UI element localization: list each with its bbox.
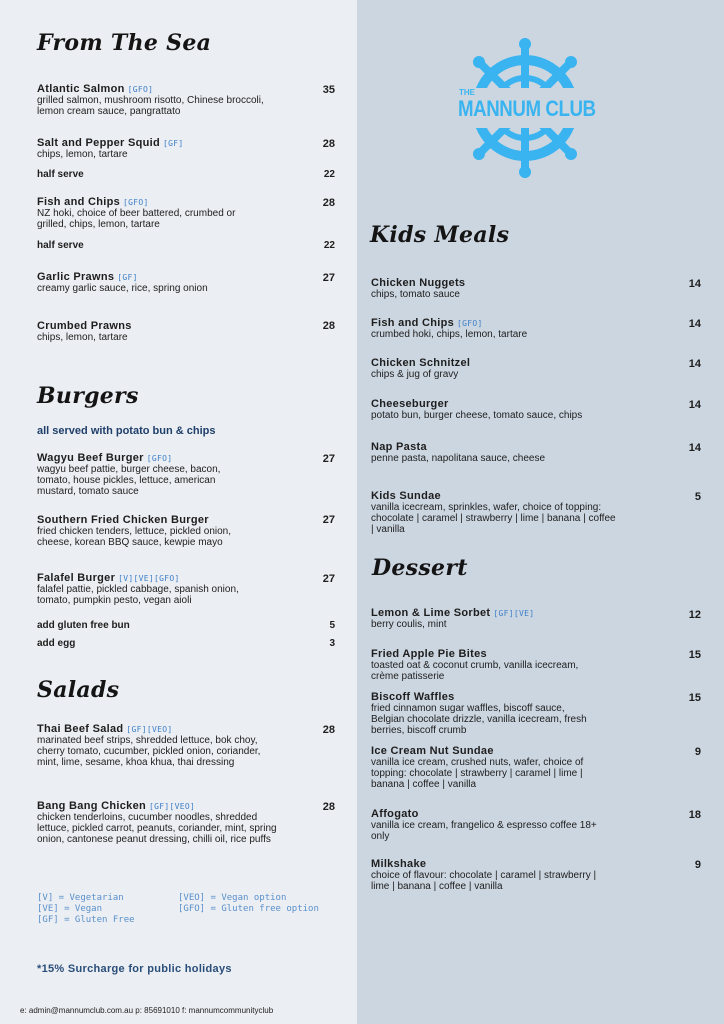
contact-footer: e: admin@mannumclub.com.au p: 85691010 f: mannumcommunityclub bbox=[20, 1006, 274, 1015]
item-desc: NZ hoki, choice of beer battered, crumbed or grilled, chips, lemon, tartare bbox=[37, 208, 236, 230]
addon-price: 3 bbox=[329, 638, 335, 649]
dietary-tag: [GF] bbox=[163, 139, 184, 148]
logo-name: MANNUM CLUB bbox=[458, 96, 596, 121]
item-name: Nap Pasta bbox=[371, 441, 427, 453]
section-title-burgers: Burgers bbox=[37, 383, 139, 409]
menu-item bbox=[371, 808, 671, 842]
item-name: Thai Beef Salad bbox=[37, 723, 124, 735]
dietary-tag: [V][VE][GFO] bbox=[118, 574, 180, 583]
item-desc: vanilla ice cream, crushed nuts, wafer, choice of topping: chocolate | strawberry | caramel | lime | banana | coffee | vanilla bbox=[371, 757, 584, 790]
item-price: 15 bbox=[688, 692, 701, 704]
item-desc: fried cinnamon sugar waffles, biscoff sauce, Belgian chocolate drizzle, vanilla icecream, fresh berries, biscoff crumb bbox=[371, 703, 587, 736]
dietary-tag: [GFO] bbox=[457, 319, 483, 328]
item-name: Southern Fried Chicken Burger bbox=[37, 514, 209, 526]
item-price: 28 bbox=[322, 801, 335, 813]
item-name: Wagyu Beef Burger bbox=[37, 452, 144, 464]
item-name: Atlantic Salmon bbox=[37, 83, 125, 95]
item-name: Fish and Chips bbox=[371, 317, 455, 329]
legend-gf: [GF] = Gluten Free bbox=[37, 915, 135, 925]
item-name: Crumbed Prawns bbox=[37, 320, 132, 332]
item-desc: chips, lemon, tartare bbox=[37, 149, 128, 160]
menu-item bbox=[37, 572, 337, 606]
item-name: Biscoff Waffles bbox=[371, 691, 455, 703]
item-desc: vanilla icecream, sprinkles, wafer, choice of topping: chocolate | caramel | strawberry | lime | banana | coffee | vanilla bbox=[371, 502, 616, 535]
item-desc: creamy garlic sauce, rice, spring onion bbox=[37, 283, 208, 294]
menu-item bbox=[371, 441, 671, 464]
menu-item bbox=[371, 858, 671, 892]
menu-item bbox=[37, 723, 337, 768]
addon-label: add egg bbox=[37, 638, 76, 649]
menu-item bbox=[371, 745, 671, 790]
item-desc: chips, tomato sauce bbox=[371, 289, 460, 300]
item-desc: chips, lemon, tartare bbox=[37, 332, 128, 343]
item-desc: fried chicken tenders, lettuce, pickled onion, cheese, korean BBQ sauce, kewpie mayo bbox=[37, 526, 231, 548]
item-desc: chicken tenderloins, cucumber noodles, shredded lettuce, pickled carrot, peanuts, coriander, mint, spring onion, cantonese peanut dressing, chilli oil, rice puffs bbox=[37, 812, 277, 845]
dietary-tag: [GF][VEO] bbox=[149, 802, 196, 811]
legend-right bbox=[178, 893, 319, 915]
legend-veo: [VEO] = Vegan option bbox=[178, 893, 287, 903]
half-serve-label: half serve bbox=[37, 169, 84, 180]
item-desc: choice of flavour: chocolate | caramel | strawberry | lime | banana | coffee | vanilla bbox=[371, 870, 597, 892]
item-price: 28 bbox=[322, 197, 335, 209]
item-price: 9 bbox=[694, 746, 701, 758]
menu-item bbox=[371, 317, 671, 340]
menu-item bbox=[37, 514, 337, 548]
menu-item bbox=[37, 800, 337, 845]
item-name: Falafel Burger bbox=[37, 572, 116, 584]
item-price: 27 bbox=[322, 573, 335, 585]
menu-item bbox=[37, 452, 337, 497]
menu-item bbox=[37, 83, 337, 117]
item-name: Fish and Chips bbox=[37, 196, 121, 208]
menu-item bbox=[371, 490, 671, 535]
item-price: 28 bbox=[322, 320, 335, 332]
section-title-kids: Kids Meals bbox=[370, 222, 510, 248]
item-name: Milkshake bbox=[371, 858, 427, 870]
item-name: Ice Cream Nut Sundae bbox=[371, 745, 494, 757]
logo-the: THE bbox=[459, 88, 475, 97]
burgers-note: all served with potato bun & chips bbox=[37, 425, 216, 437]
item-desc: marinated beef strips, shredded lettuce, bok choy, cherry tomato, cucumber, pickled onion, coriander, mint, lime, sesame, khoa khua, thai dressing bbox=[37, 735, 261, 768]
item-name: Kids Sundae bbox=[371, 490, 441, 502]
item-name: Lemon & Lime Sorbet bbox=[371, 607, 491, 619]
section-title-salads: Salads bbox=[37, 677, 120, 703]
item-price: 15 bbox=[688, 649, 701, 661]
menu-item bbox=[37, 320, 337, 343]
section-title-dessert: Dessert bbox=[372, 555, 468, 581]
item-desc: falafel pattie, pickled cabbage, spanish onion, tomato, pumpkin pesto, vegan aioli bbox=[37, 584, 239, 606]
item-desc: berry coulis, mint bbox=[371, 619, 447, 630]
item-price: 9 bbox=[694, 859, 701, 871]
item-desc: vanilla ice cream, frangelico & espresso coffee 18+ only bbox=[371, 820, 597, 842]
menu-item bbox=[37, 137, 337, 160]
item-price: 14 bbox=[688, 399, 701, 411]
menu-item bbox=[371, 691, 671, 736]
half-serve-label: half serve bbox=[37, 240, 84, 251]
item-price: 14 bbox=[688, 358, 701, 370]
dietary-tag: [GFO] bbox=[146, 454, 173, 463]
item-desc: toasted oat & coconut crumb, vanilla icecream, crème patisserie bbox=[371, 660, 579, 682]
item-name: Fried Apple Pie Bites bbox=[371, 648, 487, 660]
item-name: Affogato bbox=[371, 808, 419, 820]
legend-left bbox=[37, 893, 135, 926]
item-price: 27 bbox=[322, 272, 335, 284]
item-name: Garlic Prawns bbox=[37, 271, 115, 283]
item-desc: chips & jug of gravy bbox=[371, 369, 459, 380]
item-name: Chicken Nuggets bbox=[371, 277, 466, 289]
section-title-sea: From The Sea bbox=[37, 30, 212, 56]
menu-item bbox=[37, 196, 337, 230]
menu-item bbox=[371, 357, 671, 380]
item-price: 18 bbox=[688, 809, 701, 821]
item-desc: penne pasta, napolitana sauce, cheese bbox=[371, 453, 546, 464]
item-price: 14 bbox=[688, 278, 701, 290]
menu-item bbox=[37, 271, 337, 294]
menu-item bbox=[371, 277, 671, 300]
item-name: Salt and Pepper Squid bbox=[37, 137, 161, 149]
addon-label: add gluten free bun bbox=[37, 620, 130, 631]
item-price: 5 bbox=[694, 491, 701, 503]
item-name: Chicken Schnitzel bbox=[371, 357, 471, 369]
half-serve-price: 22 bbox=[323, 169, 335, 180]
dietary-tag: [GF][VEO] bbox=[126, 725, 173, 734]
item-price: 27 bbox=[322, 514, 335, 526]
dietary-tag: [GF][VE] bbox=[493, 609, 535, 618]
item-price: 27 bbox=[322, 453, 335, 465]
item-desc: crumbed hoki, chips, lemon, tartare bbox=[371, 329, 528, 340]
half-serve-price: 22 bbox=[323, 240, 335, 251]
item-price: 14 bbox=[688, 442, 701, 454]
dietary-tag: [GFO] bbox=[127, 85, 154, 94]
item-desc: grilled salmon, mushroom risotto, Chinese broccoli, lemon cream sauce, pangrattato bbox=[37, 95, 264, 117]
item-name: Cheeseburger bbox=[371, 398, 449, 410]
item-price: 12 bbox=[688, 609, 701, 621]
surcharge-note: *15% Surcharge for public holidays bbox=[37, 963, 232, 975]
item-price: 28 bbox=[322, 138, 335, 150]
legend-v: [V] = Vegetarian bbox=[37, 893, 124, 903]
item-price: 14 bbox=[688, 318, 701, 330]
item-price: 35 bbox=[322, 84, 335, 96]
item-desc: wagyu beef pattie, burger cheese, bacon, tomato, house pickles, lettuce, american mustard, tomato sauce bbox=[37, 464, 221, 497]
dietary-tag: [GFO] bbox=[123, 198, 149, 207]
dietary-tag: [GF] bbox=[117, 273, 138, 282]
menu-item bbox=[371, 398, 671, 421]
item-price: 28 bbox=[322, 724, 335, 736]
legend-ve: [VE] = Vegan bbox=[37, 904, 103, 914]
legend-gfo: [GFO] = Gluten free option bbox=[178, 904, 319, 914]
item-name: Bang Bang Chicken bbox=[37, 800, 147, 812]
item-desc: potato bun, burger cheese, tomato sauce, chips bbox=[371, 410, 583, 421]
addon-price: 5 bbox=[329, 620, 335, 631]
menu-item bbox=[371, 607, 671, 630]
menu-item bbox=[371, 648, 671, 682]
